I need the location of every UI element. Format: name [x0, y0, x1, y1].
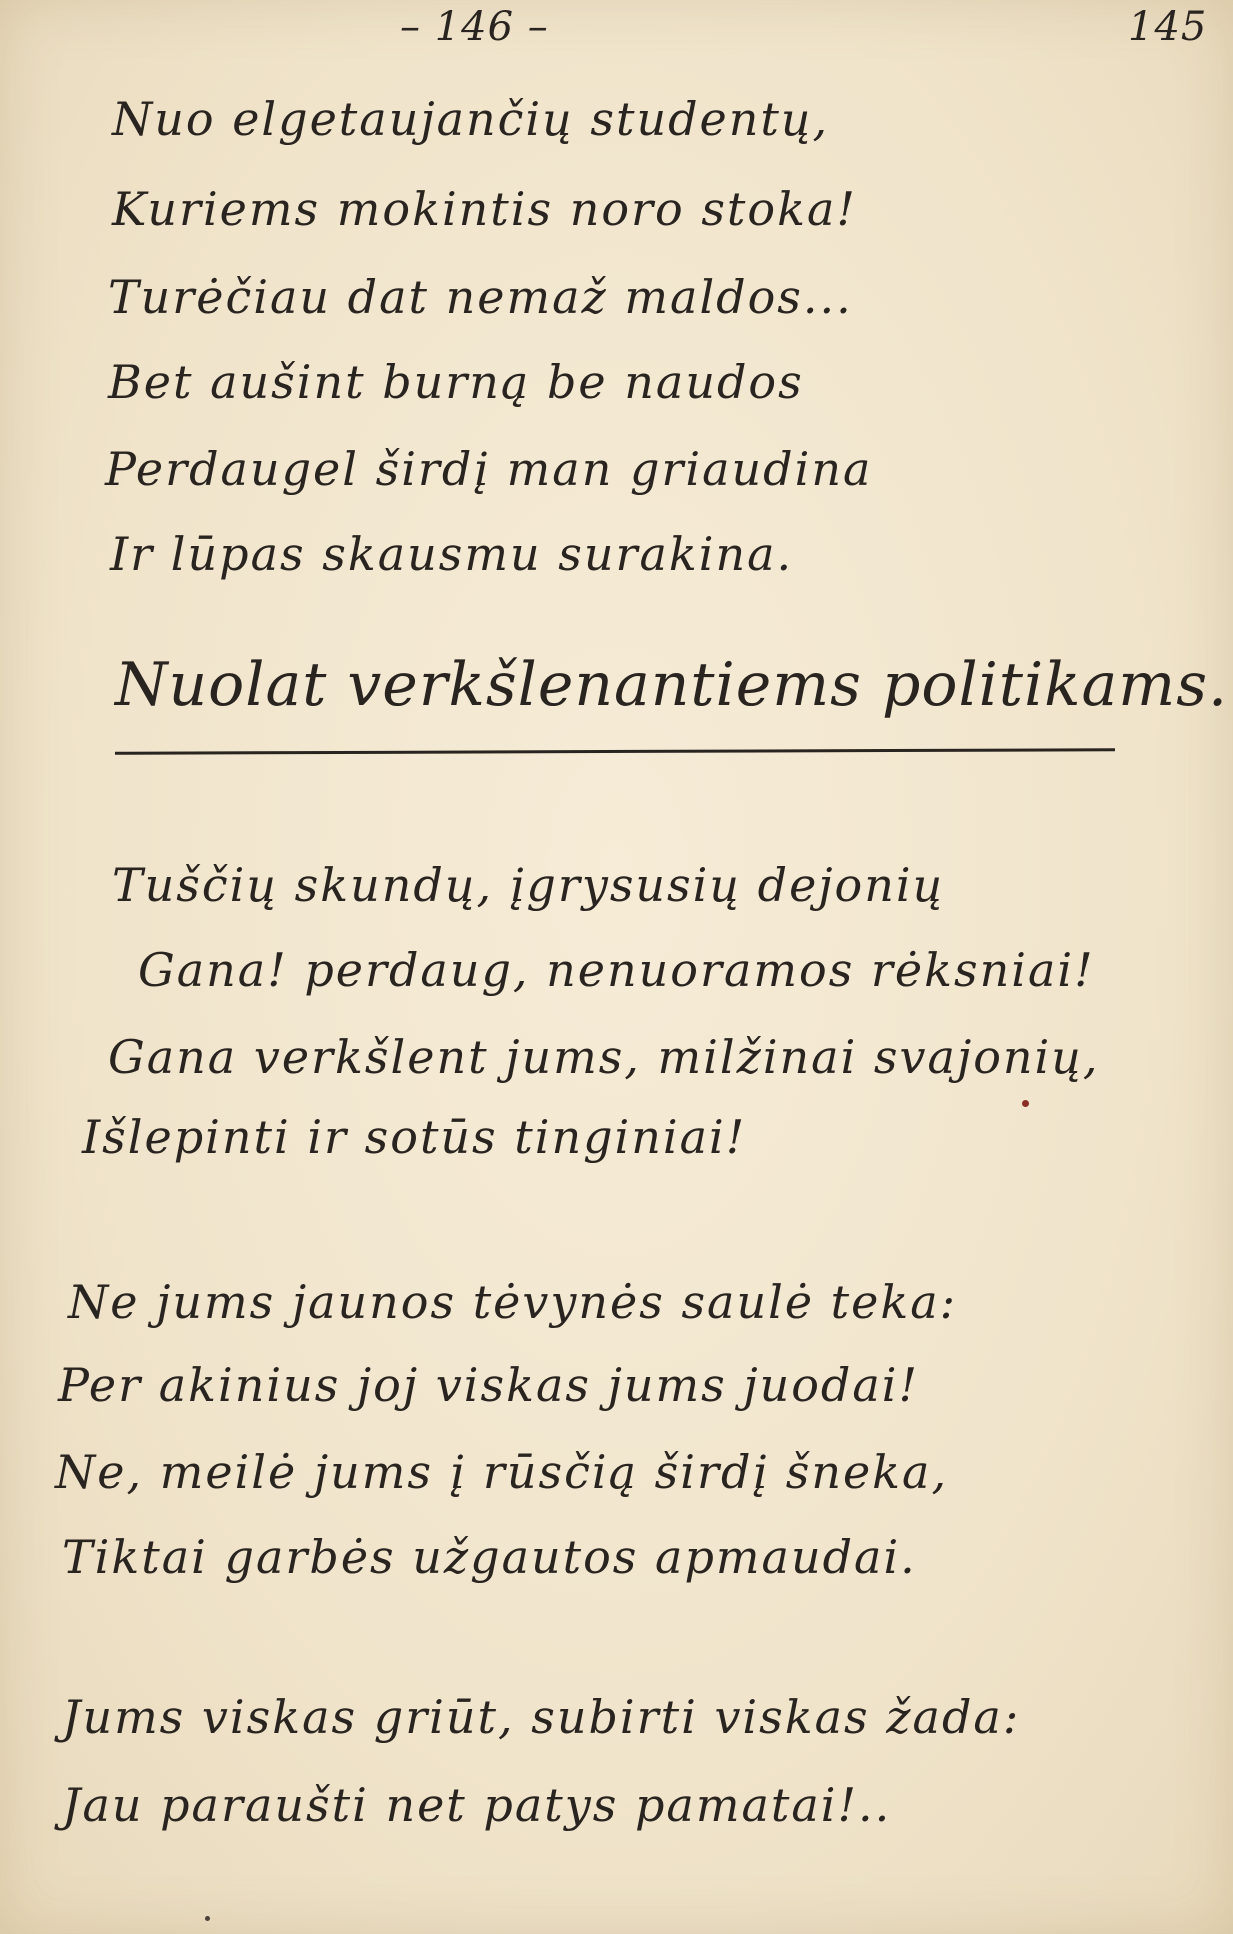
verse-line: Per akinius joj viskas jums juodai! — [58, 1358, 919, 1412]
verse-line: Ir lūpas skausmu surakina. — [110, 527, 794, 581]
verse-line: Tiktai garbės užgautos apmaudai. — [62, 1530, 917, 1584]
title-underline — [115, 748, 1115, 754]
verse-line: Kuriems mokintis noro stoka! — [112, 182, 857, 236]
verse-line: Ne, meilė jums į rūsčią širdį šneka, — [55, 1445, 949, 1499]
page-number-center: – 146 – — [400, 4, 549, 50]
verse-line: Ne jums jaunos tėvynės saulė teka: — [68, 1275, 958, 1329]
verse-line: Turėčiau dat nemaž maldos... — [108, 270, 853, 324]
verse-line: Jau paraušti net patys pamatai!.. — [62, 1778, 892, 1832]
verse-line: Gana! perdaug, nenuoramos rėksniai! — [138, 943, 1095, 997]
verse-line: Išlepinti ir sotūs tinginiai! — [82, 1110, 747, 1164]
poem-title: Nuolat verkšlenantiems politikams. — [115, 650, 1229, 720]
page-number-right: 145 — [1128, 4, 1208, 50]
verse-line: Jums viskas griūt, subirti viskas žada: — [62, 1690, 1021, 1744]
ink-spot — [1022, 1100, 1029, 1107]
verse-line: Perdaugel širdį man griaudina — [105, 442, 873, 496]
verse-line: Tuščių skundų, įgrysusių dejonių — [112, 858, 945, 912]
verse-line: Nuo elgetaujančių studentų, — [112, 92, 830, 146]
ink-speck — [205, 1916, 210, 1921]
verse-line: Bet aušint burną be naudos — [108, 355, 804, 409]
verse-line: Gana verkšlent jums, milžinai svajonių, — [108, 1030, 1100, 1084]
